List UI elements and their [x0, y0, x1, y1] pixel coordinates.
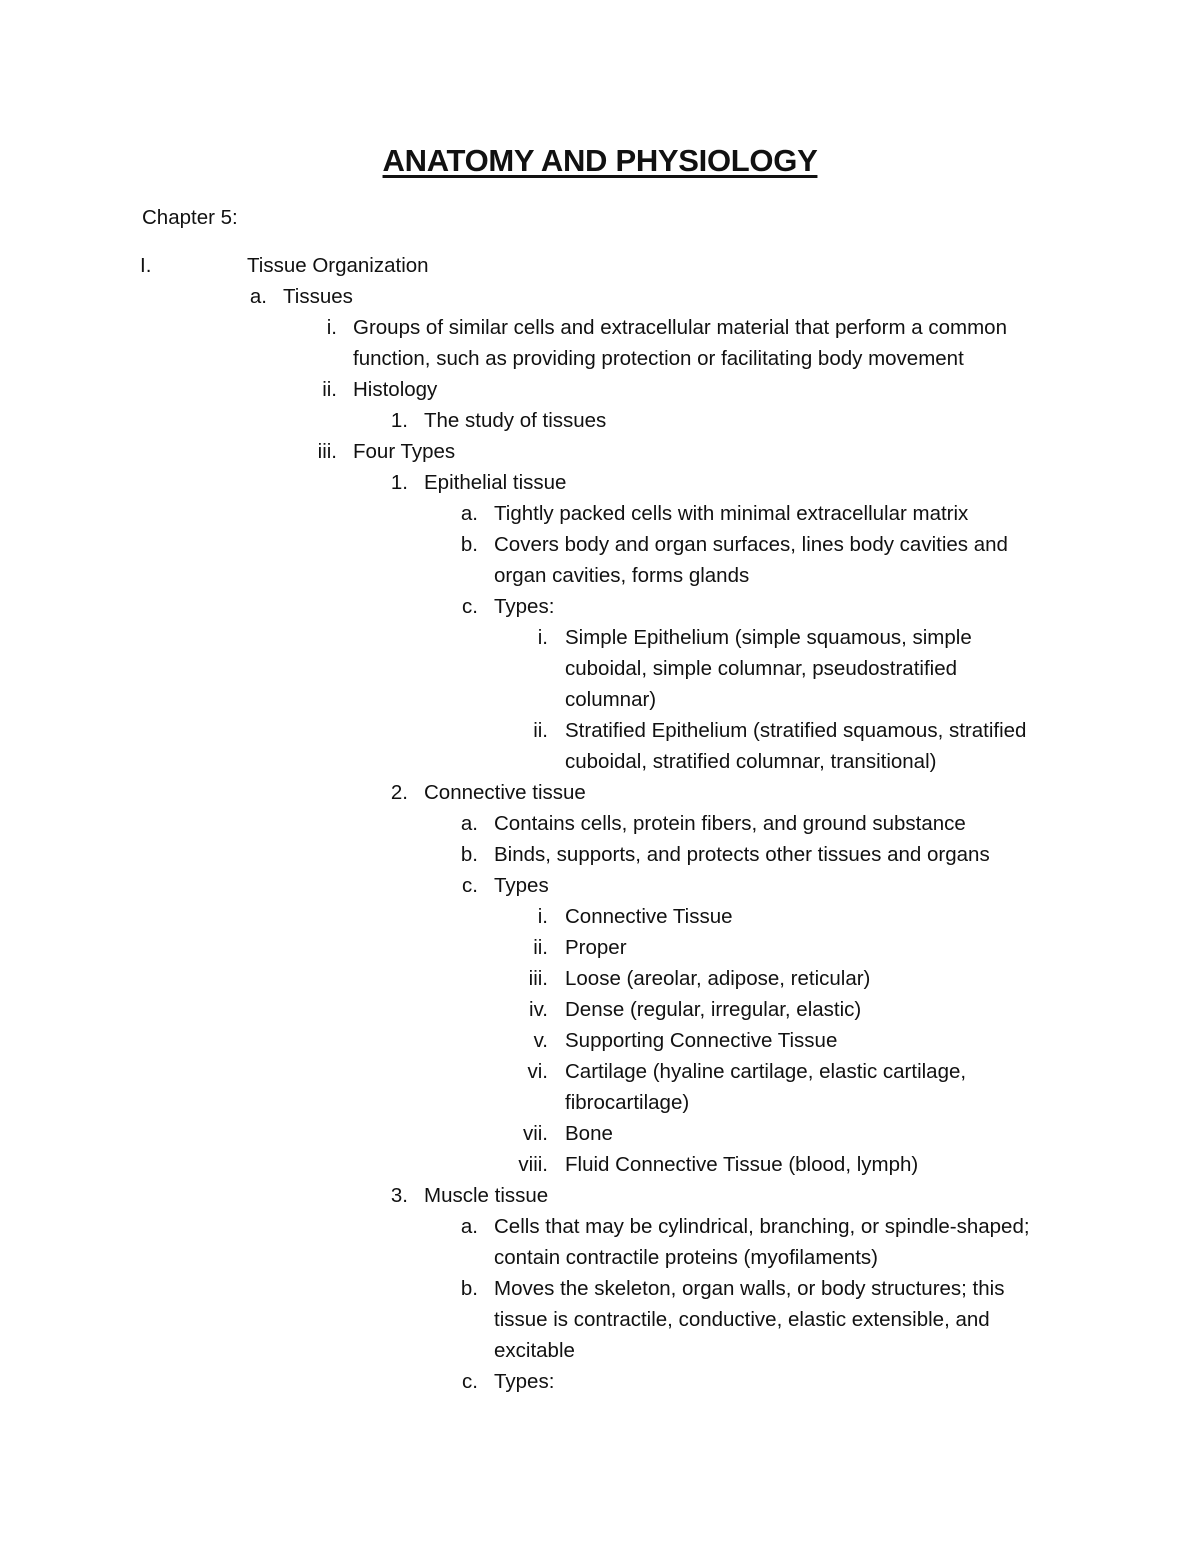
outline-line: [0, 560, 1200, 591]
outline-line: [0, 1335, 1200, 1366]
outline-text: function, such as providing protection or facilitating body movement: [353, 347, 964, 370]
outline-text: Simple Epithelium (simple squamous, simple: [565, 626, 972, 649]
outline-text: Proper: [565, 936, 627, 959]
outline-text: The study of tissues: [424, 409, 607, 432]
outline-text: excitable: [494, 1339, 575, 1362]
outline-text: Tissues: [283, 285, 353, 308]
outline-text: contain contractile proteins (myofilaments): [494, 1246, 878, 1269]
outline-line: [0, 808, 1200, 839]
outline-line: [0, 901, 1200, 932]
outline-text: Groups of similar cells and extracellular material that perform a common: [353, 316, 1007, 339]
outline-text: Types: [494, 874, 549, 897]
outline-line: [0, 591, 1200, 622]
outline-marker: vi.: [527, 1060, 548, 1083]
outline-marker: v.: [533, 1029, 548, 1052]
outline-marker: I.: [140, 254, 152, 277]
outline-line: [0, 405, 1200, 436]
chapter-heading: Chapter 5:: [142, 206, 238, 229]
outline-line: [0, 1025, 1200, 1056]
outline-marker: b.: [460, 1277, 478, 1300]
outline-text: fibrocartilage): [565, 1091, 690, 1114]
outline-text: Tightly packed cells with minimal extracellular matrix: [494, 502, 969, 525]
outline-marker: b.: [460, 843, 478, 866]
outline-text: Cells that may be cylindrical, branching, or spindle-shaped;: [494, 1215, 1030, 1238]
outline-text: Histology: [353, 378, 438, 401]
outline-marker: a.: [460, 502, 478, 525]
document-title: ANATOMY AND PHYSIOLOGY: [382, 143, 818, 178]
outline-text: Epithelial tissue: [424, 471, 567, 494]
outline-line: [0, 529, 1200, 560]
outline-marker: ii.: [322, 378, 337, 401]
outline-line: [0, 374, 1200, 405]
outline-marker: i.: [537, 905, 548, 928]
outline: [0, 250, 1200, 1397]
outline-marker: c.: [462, 1370, 478, 1393]
outline-line: [0, 994, 1200, 1025]
outline-text: Fluid Connective Tissue (blood, lymph): [565, 1153, 919, 1176]
outline-text: Cartilage (hyaline cartilage, elastic cartilage,: [565, 1060, 967, 1083]
outline-marker: iv.: [529, 998, 548, 1021]
outline-text: Loose (areolar, adipose, reticular): [565, 967, 871, 990]
outline-line: [0, 1180, 1200, 1211]
outline-line: [0, 1366, 1200, 1397]
outline-marker: a.: [460, 1215, 478, 1238]
outline-text: Tissue Organization: [247, 254, 429, 277]
outline-line: [0, 932, 1200, 963]
outline-line: [0, 436, 1200, 467]
outline-marker: b.: [460, 533, 478, 556]
outline-marker: iii.: [528, 967, 548, 990]
outline-line: [0, 684, 1200, 715]
outline-text: Connective Tissue: [565, 905, 733, 928]
outline-line: [0, 1242, 1200, 1273]
outline-marker: c.: [462, 874, 478, 897]
outline-line: [0, 312, 1200, 343]
outline-line: [0, 622, 1200, 653]
outline-line: [0, 963, 1200, 994]
outline-text: Dense (regular, irregular, elastic): [565, 998, 862, 1021]
outline-text: Stratified Epithelium (stratified squamous, stratified: [565, 719, 1027, 742]
outline-marker: a.: [249, 285, 267, 308]
outline-line: [0, 653, 1200, 684]
outline-text: Covers body and organ surfaces, lines body cavities and: [494, 533, 1008, 556]
outline-line: [0, 1118, 1200, 1149]
outline-line: [0, 498, 1200, 529]
outline-line: [0, 746, 1200, 777]
outline-marker: viii.: [518, 1153, 548, 1176]
outline-line: [0, 1273, 1200, 1304]
outline-line: [0, 839, 1200, 870]
outline-marker: ii.: [533, 936, 548, 959]
outline-text: cuboidal, simple columnar, pseudostratified: [565, 657, 957, 680]
outline-marker: a.: [460, 812, 478, 835]
outline-line: [0, 281, 1200, 312]
outline-line: [0, 715, 1200, 746]
outline-text: Contains cells, protein fibers, and ground substance: [494, 812, 966, 835]
outline-marker: 1.: [390, 409, 408, 432]
outline-marker: ii.: [533, 719, 548, 742]
outline-marker: iii.: [317, 440, 337, 463]
outline-text: Binds, supports, and protects other tissues and organs: [494, 843, 990, 866]
outline-text: Types:: [494, 595, 555, 618]
outline-line: [0, 777, 1200, 808]
outline-line: [0, 1304, 1200, 1335]
outline-text: Connective tissue: [424, 781, 586, 804]
outline-line: [0, 1211, 1200, 1242]
outline-marker: i.: [326, 316, 337, 339]
outline-text: Bone: [565, 1122, 613, 1145]
outline-text: Types:: [494, 1370, 555, 1393]
outline-line: [0, 1087, 1200, 1118]
outline-line: [0, 343, 1200, 374]
outline-marker: i.: [537, 626, 548, 649]
outline-marker: c.: [462, 595, 478, 618]
outline-line: [0, 1149, 1200, 1180]
outline-text: organ cavities, forms glands: [494, 564, 750, 587]
outline-text: columnar): [565, 688, 657, 711]
outline-line: [0, 250, 1200, 281]
outline-line: [0, 467, 1200, 498]
outline-marker: vii.: [522, 1122, 548, 1145]
outline-text: Supporting Connective Tissue: [565, 1029, 838, 1052]
outline-text: tissue is contractile, conductive, elastic extensible, and: [494, 1308, 990, 1331]
outline-marker: 1.: [390, 471, 408, 494]
outline-text: Muscle tissue: [424, 1184, 549, 1207]
outline-line: [0, 870, 1200, 901]
outline-marker: 2.: [390, 781, 408, 804]
outline-marker: 3.: [390, 1184, 408, 1207]
outline-line: [0, 1056, 1200, 1087]
outline-text: Four Types: [353, 440, 456, 463]
outline-text: cuboidal, stratified columnar, transitional): [565, 750, 937, 773]
outline-text: Moves the skeleton, organ walls, or body structures; this: [494, 1277, 1005, 1300]
